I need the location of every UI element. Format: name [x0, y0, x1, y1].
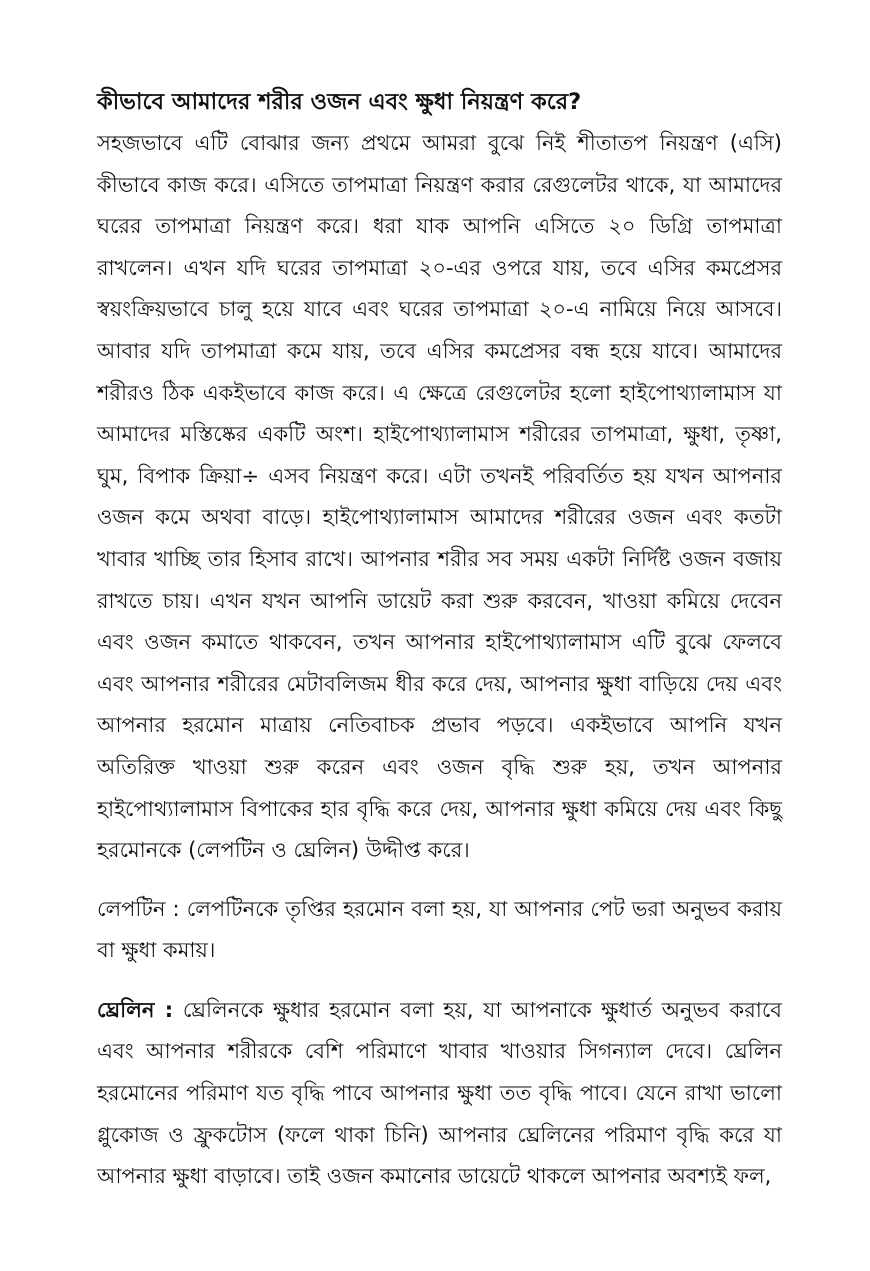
document-page: [97, 82, 782, 1198]
section-heading: কীভাবে আমাদের শরীর ওজন এবং ক্ষুধা নিয়ন্ত্রণ করে?: [97, 89, 582, 115]
ghrelin-text: ঘ্রেলিনকে ক্ষুধার হরমোন বলা হয়, যা আপনাকে ক্ষুধার্ত অনুভব করাবে এবং আপনার শরীরকে বেশি পরিমাণে খাবার খাওয়ার সিগন্যাল দেবে। ঘ্রেলিন হরমোনের পরিমাণ যত বৃদ্ধি পাবে আপনার ক্ষুধা তত বৃদ্ধি পাবে। যেনে রাখা ভালো গ্লুকোজ ও ফ্রুকটোস (ফলে থাকা চিনি) আপনার ঘ্রেলিনের পরিমাণ বৃদ্ধি করে যা আপনার ক্ষুধা বাড়াবে। তাই ওজন কমানোর ডায়েটে থাকলে আপনার অবশ্যই ফল,: [97, 997, 782, 1189]
leptin-text: লেপটিনকে তৃপ্তির হরমোন বলা হয়, যা আপনার পেট ভরা অনুভব করায় বা ক্ষুধা কমায়।: [97, 896, 782, 963]
leptin-term: লেপটিন :: [97, 896, 180, 921]
ghrelin-paragraph: [97, 990, 782, 1198]
main-paragraph: সহজভাবে এটি বোঝার জন্য প্রথমে আমরা বুঝে নিই শীতাতপ নিয়ন্ত্রণ (এসি) কীভাবে কাজ করে। এসিতে তাপমাত্রা নিয়ন্ত্রণ করার রেগুলেটর থাকে, যা আমাদের ঘরের তাপমাত্রা নিয়ন্ত্রণ করে। ধরা যাক আপনি এসিতে ২০ ডিগ্রি তাপমাত্রা রাখলেন। এখন যদি ঘরের তাপমাত্রা ২০-এর ওপরে যায়, তবে এসির কমপ্রেসর স্বয়ংক্রিয়ভাবে চালু হয়ে যাবে এবং ঘরের তাপমাত্রা ২০-এ নামিয়ে নিয়ে আসবে। আবার যদি তাপমাত্রা কমে যায়, তবে এসির কমপ্রেসর বন্ধ হয়ে যাবে। আমাদের শরীরও ঠিক একইভাবে কাজ করে। এ ক্ষেত্রে রেগুলেটর হলো হাইপোথ্যালামাস যা আমাদের মস্তিষ্কের একটি অংশ। হাইপোথ্যালামাস শরীরের তাপমাত্রা, ক্ষুধা, তৃষ্ণা, ঘুম, বিপাক ক্রিয়া÷ এসব নিয়ন্ত্রণ করে। এটা তখনই পরিবর্তিত হয় যখন আপনার ওজন কমে অথবা বাড়ে। হাইপোথ্যালামাস আমাদের শরীরের ওজন এবং কতটা খাবার খাচ্ছি তার হিসাব রাখে। আপনার শরীর সব সময় একটা নির্দিষ্ট ওজন বজায় রাখতে চায়। এখন যখন আপনি ডায়েট করা শুরু করবেন, খাওয়া কমিয়ে দেবেন এবং ওজন কমাতে থাকবেন, তখন আপনার হাইপোথ্যালামাস এটি বুঝে ফেলবে এবং আপনার শরীরের মেটাবলিজম ধীর করে দেয়, আপনার ক্ষুধা বাড়িয়ে দেয় এবং আপনার হরমোন মাত্রায় নেতিবাচক প্রভাব পড়বে। একইভাবে আপনি যখন অতিরিক্ত খাওয়া শুরু করেন এবং ওজন বৃদ্ধি শুরু হয়, তখন আপনার হাইপোথ্যালামাস বিপাকের হার বৃদ্ধি করে দেয়, আপনার ক্ষুধা কমিয়ে দেয় এবং কিছু হরমোনকে (লেপটিন ও ঘ্রেলিন) উদ্দীপ্ত করে।: [97, 131, 783, 863]
leptin-paragraph: [97, 889, 782, 972]
ghrelin-term: ঘ্রেলিন :: [97, 997, 174, 1022]
